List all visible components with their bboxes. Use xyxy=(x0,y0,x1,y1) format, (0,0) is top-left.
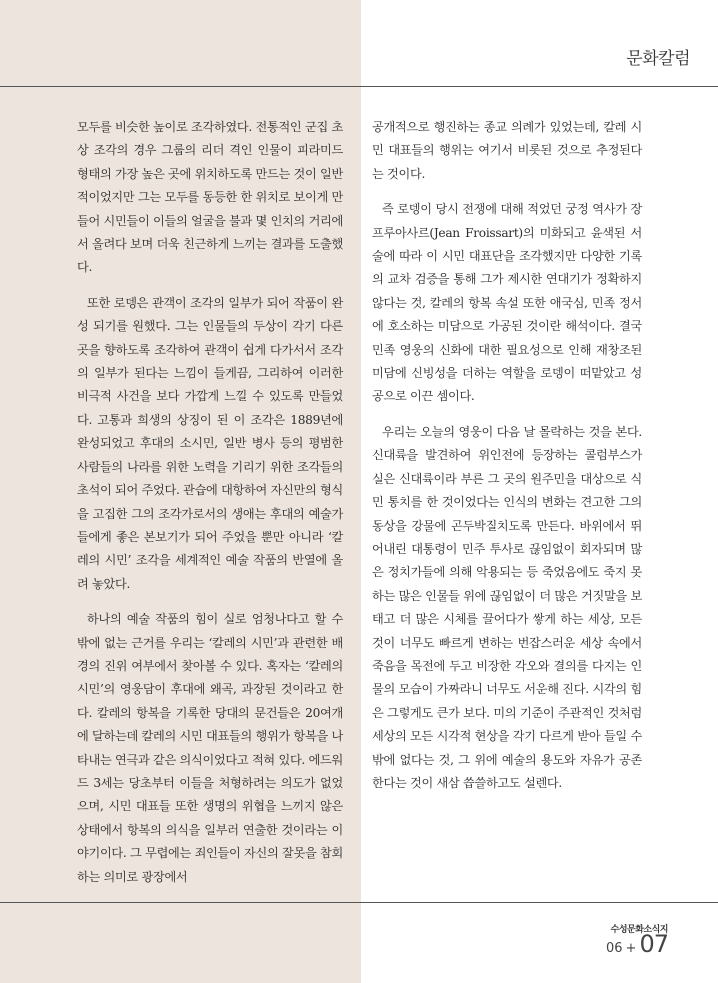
paragraph: 모두를 비슷한 높이로 조각하였다. 전통적인 군집 초상 조각의 경우 그룹의 리더 격인 인물이 피라미드 형태의 가장 높은 곳에 위치하도록 만드는 것이 일반적이었지만 그는 모두를 동등한 한 위치로 보이게 만들어 시민들이 이들의 얼굴을 불과 몇 인치의 거리에서 올려다 보며 더욱 친근하게 느끼는 결과를 도출했다. xyxy=(77,120,343,275)
page-number-right: 07 xyxy=(639,930,668,958)
right-text-column xyxy=(372,116,642,807)
section-title: 문화칼럼 xyxy=(626,49,690,69)
bottom-divider xyxy=(0,902,718,903)
page-number-left: 06 xyxy=(606,941,623,956)
paragraph: 하나의 예술 작품의 힘이 실로 엄청나다고 할 수 밖에 없는 근거를 우리는 ‘칼레의 시민’과 관련한 배경의 진위 여부에서 찾아볼 수 있다. 혹자는 ‘칼레의 시민’의 영웅담이 후대에 왜곡, 과장된 것이라고 한다. 칼레의 항복을 기록한 당대의 문건들은 20여개에 달하는데 칼레의 시민 대표들의 행위가 항복을 나타내는 연극과 같은 의식이었다고 적혀 있다. 에드워드 3세는 당초부터 이들을 처형하려는 의도가 없었으며, 시민 대표들 또한 생명의 위협을 느끼지 않은 상태에서 항복의 의식을 일부러 연출한 것이라는 이야기이다. 그 무렵에는 죄인들이 자신의 잘못을 참회하는 의미로 광장에서 xyxy=(77,612,343,884)
top-divider xyxy=(0,86,718,87)
paragraph: 또한 로뎅은 관객이 조각의 일부가 되어 작품이 완성 되기를 원했다. 그는 인물들의 두상이 각기 다른 곳을 향하도록 조각하여 관객이 쉽게 다가서서 조각의 일부가 된다는 느낌이 들게끔, 그리하여 이러한 비극적 사건을 보다 가깝게 느낄 수 있도록 만들었다. 고통과 희생의 상징이 된 이 조각은 1889년에 완성되었고 후대의 소시민, 일반 병사 등의 평범한 사람들의 나라를 위한 노력을 기리기 위한 조각들의 초석이 되어 주었다. 관습에 대항하여 자신만의 형식을 고집한 그의 조각가로서의 생애는 후대의 예술가들에게 좋은 본보기가 되어 주었을 뿐만 아니라 ‘칼레의 시민’ 조각을 세계적인 예술 작품의 반열에 올려 놓았다. xyxy=(77,295,343,591)
left-text-column xyxy=(77,116,343,901)
magazine-name: 수성문화소식지 xyxy=(610,925,668,935)
paragraph: 우리는 오늘의 영웅이 다음 날 몰락하는 것을 본다. 신대륙을 발견하여 위인전에 등장하는 콜럼부스가 실은 신대륙이라 부른 그 곳의 원주민을 대상으로 식민 통치를 한 것이었다는 인식의 변화는 견고한 그의 동상을 강물에 곤두박질치도록 만든다. 바위에서 뛰어내린 대통령이 민주 투사로 끊임없이 회자되며 많은 정치가들에 의해 악용되는 등 죽었음에도 죽지 못하는 많은 인물들 위에 끊임없이 더 많은 거짓말을 보태고 더 많은 시체를 끌어다가 쌓게 하는 세상, 모든 것이 너무도 빠르게 변하는 번잡스러운 세상 속에서 죽음을 목전에 두고 비장한 각오와 결의를 다지는 인물의 모습이 가짜라니 너무도 서운해 진다. 시각의 힘은 그렇게도 큰가 보다. 미의 기준이 주관적인 것처럼 세상의 모든 시각적 현상을 각기 다르게 받아 들일 수 밖에 없다는 것, 그 위에 예술의 용도와 자유가 공존한다는 것이 새삼 씁쓸하고도 설렌다. xyxy=(372,424,642,790)
paragraph: 공개적으로 행진하는 종교 의례가 있었는데, 칼레 시민 대표들의 행위는 여기서 비롯된 것으로 추정된다는 것이다. xyxy=(372,120,642,181)
paragraph: 즉 로뎅이 당시 전쟁에 대해 적었던 궁정 역사가 장 프루아사르(Jean Froissart)의 미화되고 윤색된 서술에 따라 이 시민 대표단을 조각했지만 다양한 기록의 교차 검증을 통해 그가 제시한 연대기가 정확하지 않다는 것, 칼레의 항복 속설 또한 애국심, 민족 정서에 호소하는 미담으로 가공된 것이란 해석이다. 결국 민족 영웅의 신화에 대한 필요성으로 인해 재창조된 미담에 신빙성을 더하는 역할을 로뎅이 떠맡았고 성공으로 이끈 셈이다. xyxy=(372,202,642,404)
page-numbers xyxy=(606,930,668,958)
page-separator: + xyxy=(625,941,637,956)
